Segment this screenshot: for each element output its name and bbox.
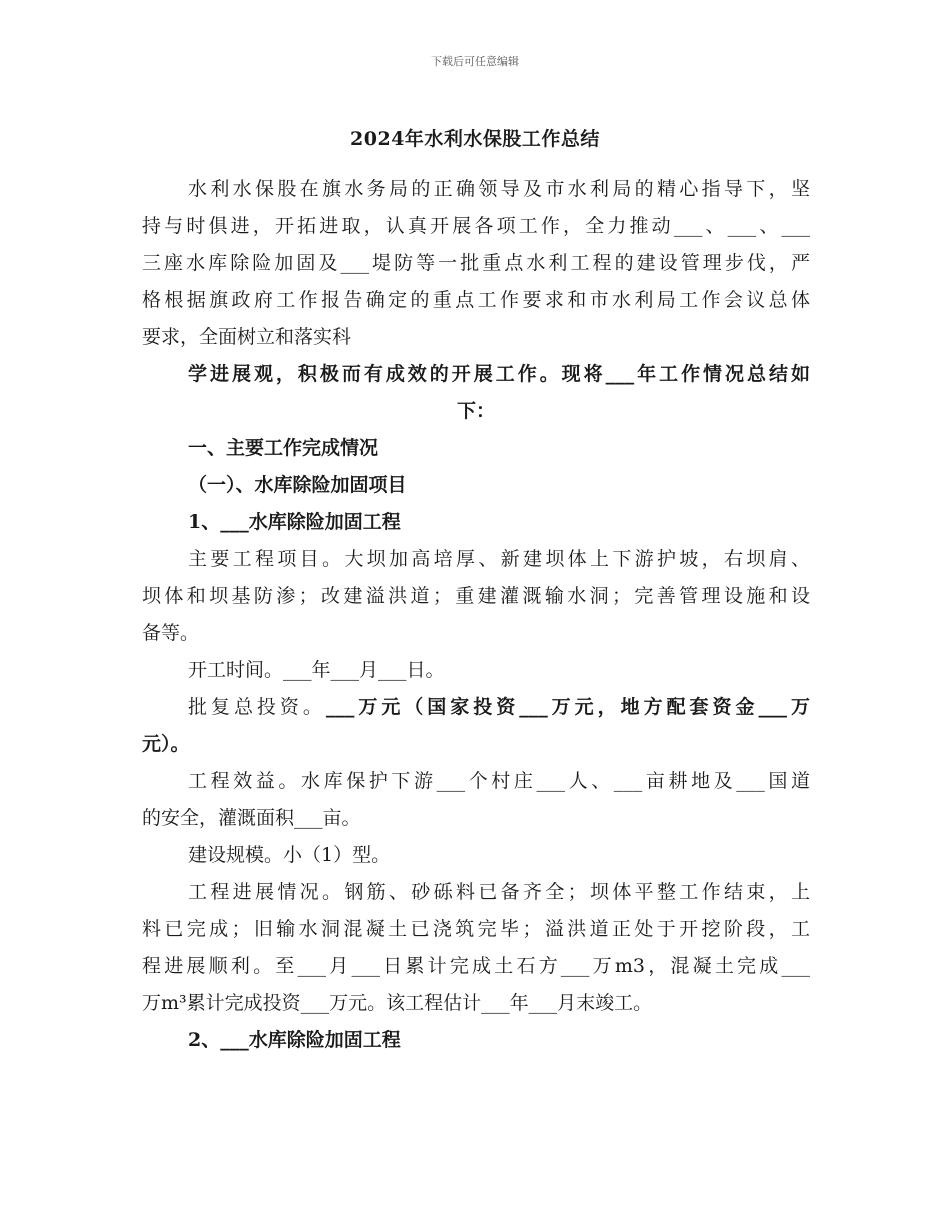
body-line-mixed (142, 689, 810, 726)
body-line: 格根据旗政府工作报告确定的重点工作要求和市水利局工作会议总体 (142, 289, 810, 311)
bold-text: ___万元（国家投资___万元，地方配套资金___万 (325, 696, 810, 718)
document-body (142, 171, 810, 1059)
body-line-bold: 元）。 (142, 733, 190, 755)
body-line: 工程效益。水库保护下游___个村庄___人、___亩耕地及___国道 (188, 770, 810, 792)
section-heading: 一、主要工作完成情况 (188, 437, 379, 459)
body-line: 持与时俱进，开拓进取，认真开展各项工作，全力推动___、___、___ (142, 215, 810, 237)
label-text: 批复总投资。 (188, 696, 326, 718)
body-line: 备等。 (142, 622, 200, 644)
item-heading: 1、___水库除险加固工程 (188, 511, 401, 533)
body-line: 工程进展情况。钢筋、砂砾料已备齐全；坝体平整工作结束，上 (188, 881, 810, 903)
body-line-bold: 下： (456, 400, 495, 422)
body-line: 坝体和坝基防渗；改建溢洪道；重建灌溉输水洞；完善管理设施和设 (142, 585, 810, 607)
body-line: 开工时间。___年___月___日。 (188, 659, 445, 681)
item-heading: 2、___水库除险加固工程 (188, 1029, 401, 1051)
subsection-heading: （一）、水库除险加固项目 (188, 474, 407, 496)
body-line: 万m³累计完成投资___万元。该工程估计___年___月末竣工。 (142, 992, 653, 1014)
body-line-bold: 学进展观，积极而有成效的开展工作。现将___年工作情况总结如 (188, 363, 810, 385)
body-line: 三座水库除险加固及___堤防等一批重点水利工程的建设管理步伐，严 (142, 252, 810, 274)
document-title: 2024年水利水保股工作总结 (350, 128, 600, 150)
body-line: 的安全，灌溉面积___亩。 (142, 807, 361, 829)
body-line: 主要工程项目。大坝加高培厚、新建坝体上下游护坡，右坝肩、 (188, 548, 810, 570)
body-line: 程进展顺利。至___月___日累计完成土石方___万m3，混凝土完成___ (142, 955, 810, 977)
page-header-note: 下载后可任意编辑 (431, 55, 519, 68)
body-line: 水利水保股在旗水务局的正确领导及市水利局的精心指导下，坚 (188, 178, 810, 200)
body-line: 建设规模。小（1）型。 (188, 844, 391, 866)
body-line: 料已完成；旧输水洞混凝土已浇筑完毕；溢洪道正处于开挖阶段，工 (142, 918, 810, 940)
body-line: 要求，全面树立和落实科 (142, 326, 352, 348)
